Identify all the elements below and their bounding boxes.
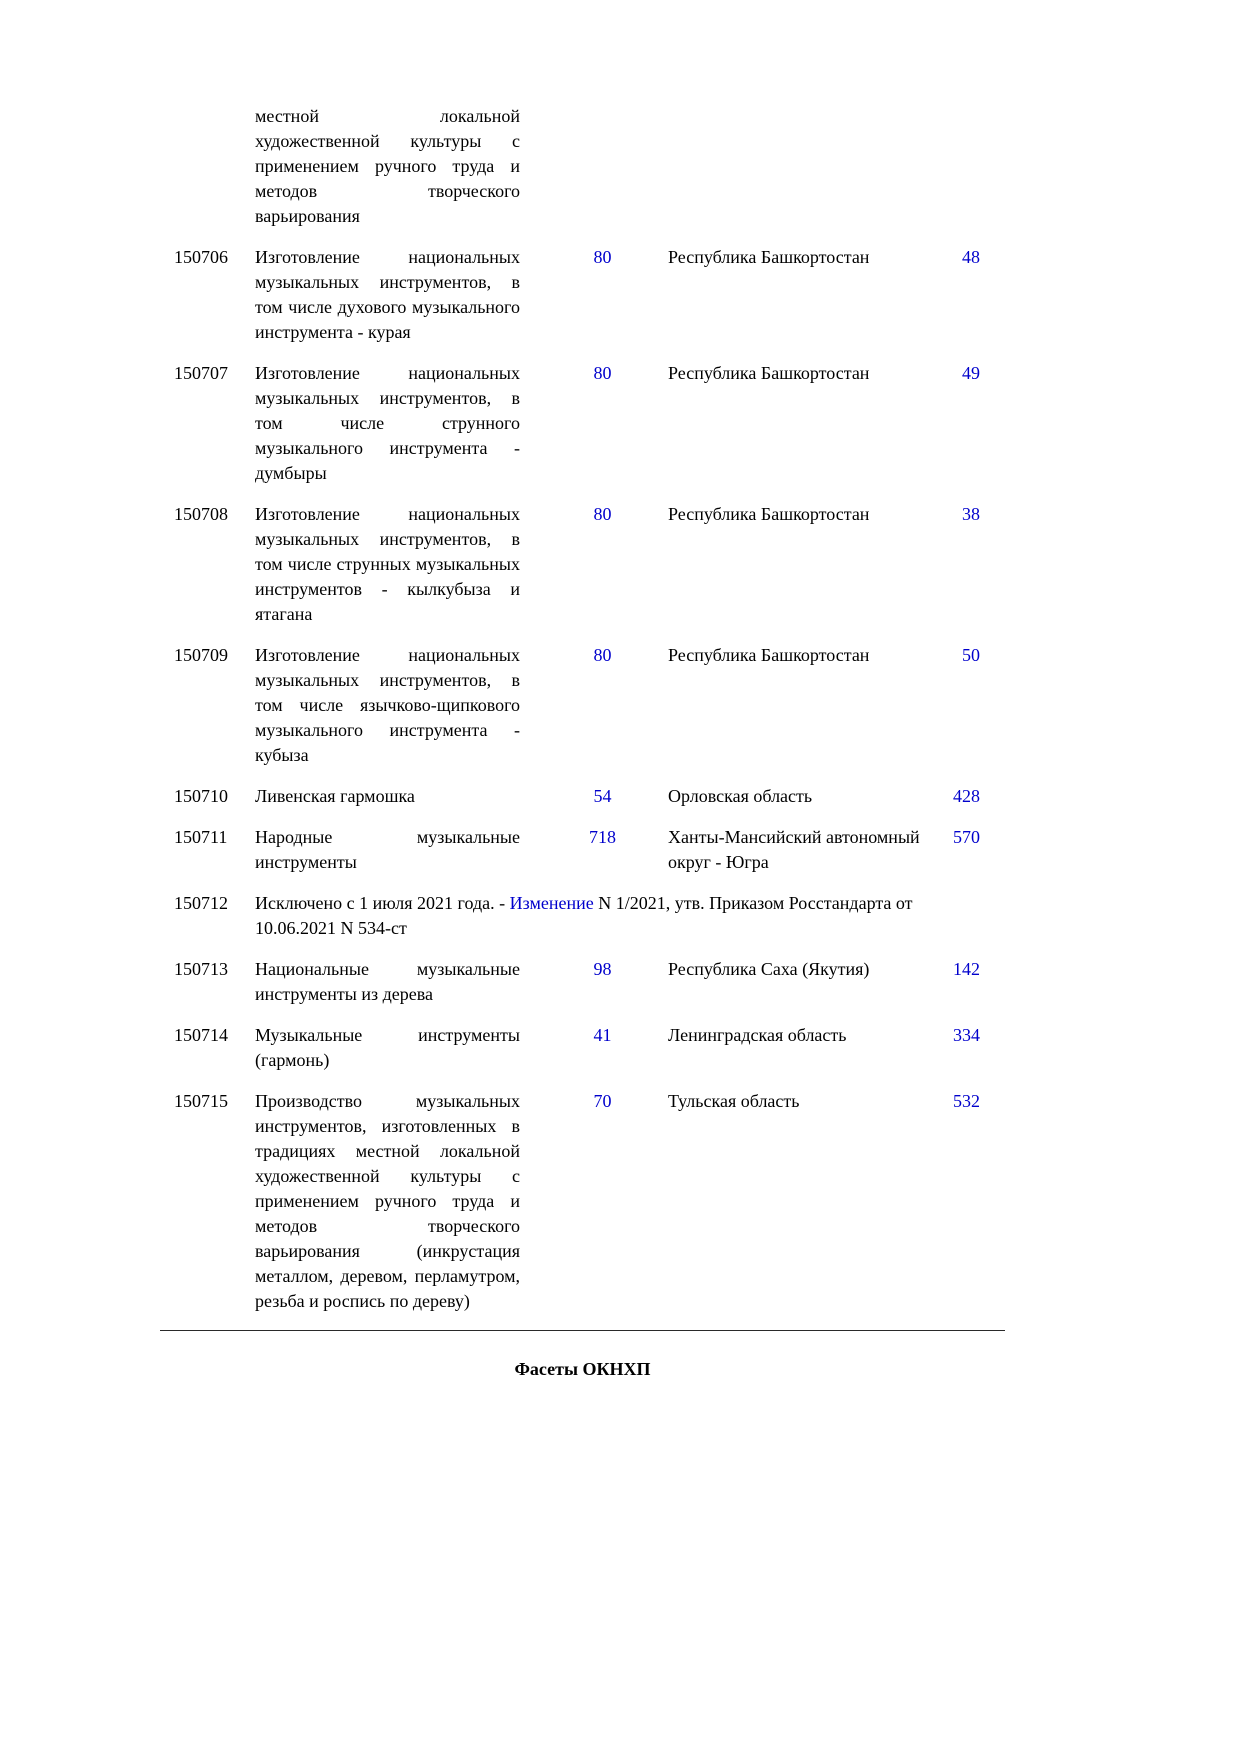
row-value2: 428 [953,786,980,806]
row-value1: 98 [593,959,612,979]
row-value2: 334 [953,1025,980,1045]
row-code: 150715 [174,1091,228,1111]
row-description: местной локальной художественной культуры с применением ручного труда и методов творческого варьирования [255,106,520,226]
table-row [160,1089,1240,1314]
row-value1: 70 [593,1091,612,1111]
row-description: Изготовление национальных музыкальных инструментов, в том числе язычково-щипкового музыкального инструмента - кубыза [255,645,520,765]
row-value2: 48 [962,247,980,267]
row-description: Изготовление национальных музыкальных инструментов, в том числе духового музыкального инструмента - курая [255,247,520,342]
row-description: Производство музыкальных инструментов, изготовленных в традициях местной локальной художественной культуры с применением ручного труда и методов творческого варьирования (инкрустация металлом, деревом, перламутром, резьба и роспись по дереву) [255,1091,520,1311]
table-row [160,825,1240,875]
row-code: 150707 [174,363,228,383]
row-region: Республика Башкортостан [668,645,870,665]
row-value2: 570 [953,827,980,847]
row-region: Тульская область [668,1091,800,1111]
table-row [160,361,1240,486]
row-description: Изготовление национальных музыкальных инструментов, в том числе струнных музыкальных инструментов - кылкубыза и ятагана [255,504,520,624]
row-code: 150711 [174,827,228,847]
row-region: Ханты-Мансийский автономный округ - Югра [668,827,920,872]
row-code [160,104,255,229]
table-row-continuation [160,104,1240,229]
excluded-text-after: N 1/2021, утв. Приказом Росстандарта от 10.06.2021 N 534-ст [255,893,913,938]
row-code: 150710 [174,786,228,806]
row-code: 150713 [174,959,228,979]
row-value1: 41 [593,1025,612,1045]
row-description: Народные музыкальные инструменты [255,827,520,872]
row-value1: 80 [593,645,612,665]
table-row [160,643,1240,768]
table-row-excluded [160,891,1240,941]
row-description [255,891,925,941]
row-region: Республика Башкортостан [668,363,870,383]
row-region: Республика Саха (Якутия) [668,959,870,979]
row-value1: 80 [593,247,612,267]
row-value1: 80 [593,504,612,524]
row-code: 150714 [174,1025,228,1045]
row-description: Музыкальные инструменты (гармонь) [255,1025,520,1070]
row-description: Изготовление национальных музыкальных инструментов, в том числе струнного музыкального инструмента - думбыры [255,363,520,483]
section-heading: Фасеты ОКНХП [514,1359,651,1379]
row-region: Республика Башкортостан [668,247,870,267]
row-value2: 50 [962,645,980,665]
row-code: 150706 [174,247,228,267]
row-value2: 532 [953,1091,980,1111]
change-document-link[interactable]: Изменение [509,893,594,913]
row-code: 150709 [174,645,228,665]
row-description: Национальные музыкальные инструменты из дерева [255,959,520,1004]
row-value1: 80 [593,363,612,383]
excluded-text-before: Исключено с 1 июля 2021 года. - [255,893,510,913]
row-region: Республика Башкортостан [668,504,870,524]
row-region: Орловская область [668,786,813,806]
row-code: 150712 [174,893,228,913]
row-value1: 54 [593,786,612,806]
row-value2: 38 [962,504,980,524]
table-row [160,784,1240,809]
row-value2: 142 [953,959,980,979]
table-row [160,1023,1240,1073]
table-row [160,245,1240,345]
row-value1: 718 [589,827,616,847]
table-row [160,502,1240,627]
table-row [160,957,1240,1007]
row-description: Ливенская гармошка [255,786,415,806]
row-code: 150708 [174,504,228,524]
row-value2: 49 [962,363,980,383]
row-region: Ленинградская область [668,1025,847,1045]
section-divider [160,1330,1005,1331]
